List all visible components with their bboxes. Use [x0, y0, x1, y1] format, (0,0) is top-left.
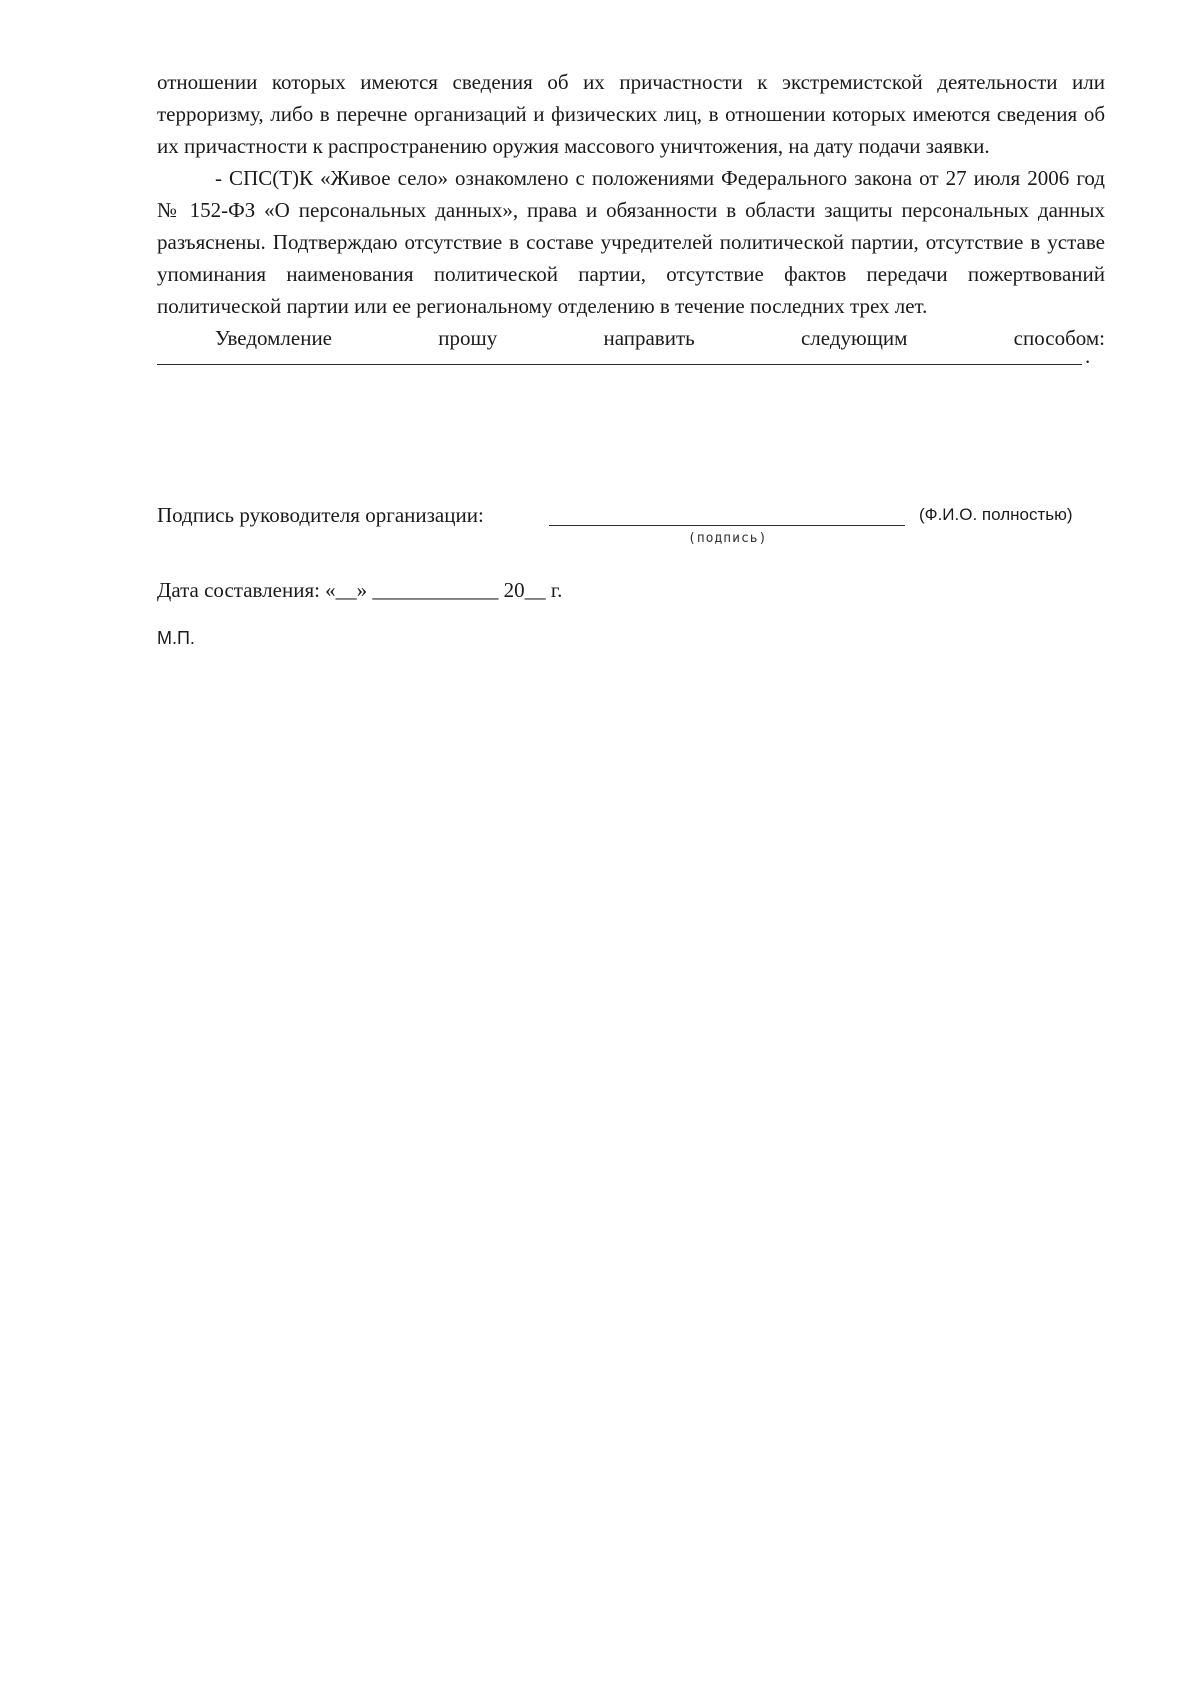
notification-word: Уведомление — [215, 326, 333, 350]
notification-word: прошу — [438, 326, 498, 350]
notification-method-underline — [157, 364, 1082, 365]
date-field: Дата составления: «__» ____________ 20__ г. — [157, 578, 563, 602]
notification-word: способом: — [1013, 326, 1105, 350]
notification-word: направить — [603, 326, 695, 350]
notification-line — [157, 322, 1105, 354]
signature-label: Подпись руководителя организации: — [157, 503, 484, 527]
stamp-place: М.П. — [157, 628, 195, 648]
signature-field[interactable] — [549, 525, 905, 526]
notification-method-field[interactable] — [157, 344, 1105, 384]
notification-end-dot: . — [1085, 344, 1091, 368]
notification-word: следующим — [800, 326, 908, 350]
document-body — [157, 66, 1105, 384]
signature-caption: (подпись) — [688, 531, 768, 546]
signature-fio-hint: (Ф.И.О. полностью) — [919, 505, 1073, 524]
paragraph-extremism: отношении которых имеются сведения об их причастности к экстремистской деятельности или терроризму, либо в перечне организаций и физических лиц, в отношении которых имеются сведения об их причастности к распространению оружия массового уничтожения, на дату подачи заявки. — [157, 70, 1105, 158]
paragraph-personal-data: - СПС(Т)К «Живое село» ознакомлено с положениями Федерального закона от 27 июля 2006 год № 152-ФЗ «О персональных данных», права и обязанности в области защиты персональных данных разъяснены. Подтверждаю отсутствие в составе учредителей политической партии, отсутствие в уставе упоминания наименования политической партии, отсутствие фактов передачи пожертвований политической партии или ее региональному отделению в течение последних трех лет. — [157, 166, 1105, 318]
